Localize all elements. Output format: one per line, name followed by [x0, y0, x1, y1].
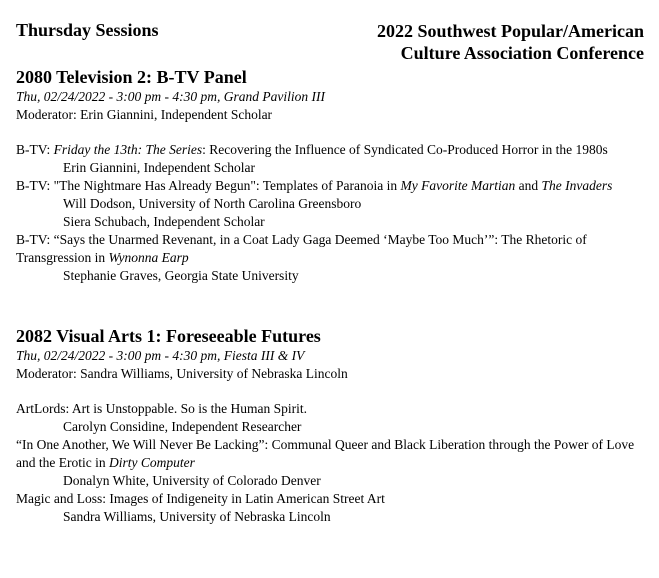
session-block	[16, 66, 644, 285]
paper-author: Sandra Williams, University of Nebraska Lincoln	[63, 509, 331, 524]
paper-title-part: ArtLords: Art is Unstoppable. So is the Human Spirit.	[16, 401, 307, 416]
paper-author: Carolyn Considine, Independent Researcher	[63, 419, 302, 434]
paper-title-part: B-TV:	[16, 142, 54, 157]
paper-title-part: and	[515, 178, 542, 193]
paper-title-part: The Invaders	[541, 178, 613, 193]
paper-title-part: My Favorite Martian	[400, 178, 516, 193]
paper-title	[16, 231, 644, 267]
paper-author: Will Dodson, University of North Carolina Greensboro	[63, 196, 362, 211]
paper-title-part: Magic and Loss: Images of Indigeneity in Latin American Street Art	[16, 491, 385, 506]
program-page	[16, 0, 644, 526]
session-title: 2082 Visual Arts 1: Foreseeable Futures	[16, 326, 321, 346]
session-block	[16, 325, 644, 526]
day-heading: Thursday Sessions	[16, 20, 159, 40]
conference-title-line1: 2022 Southwest Popular/American	[377, 21, 644, 41]
paper-author: Siera Schubach, Independent Scholar	[63, 214, 265, 229]
paper-title-part: B-TV: "The Nightmare Has Already Begun": Templates of Paranoia in	[16, 178, 401, 193]
paper-title	[16, 490, 644, 508]
paper-title	[16, 141, 644, 159]
paper-title	[16, 436, 644, 472]
session-time-location: Thu, 02/24/2022 - 3:00 pm - 4:30 pm, Fiesta III & IV	[16, 348, 305, 363]
paper-title-part: : Recovering the Influence of Syndicated Co-Produced Horror in the 1980s	[202, 142, 608, 157]
paper-title-part: Dirty Computer	[108, 455, 195, 470]
session-time-location: Thu, 02/24/2022 - 3:00 pm - 4:30 pm, Grand Pavilion III	[16, 89, 325, 104]
paper-title	[16, 177, 644, 195]
paper-author: Erin Giannini, Independent Scholar	[63, 160, 255, 175]
conference-title	[377, 20, 644, 64]
paper-title-part: B-TV: “Says the Unarmed Revenant, in a Coat Lady Gaga Deemed ‘Maybe Too Much’”: The Rhetoric of Transgression in	[16, 232, 587, 265]
session-moderator: Moderator: Sandra Williams, University of Nebraska Lincoln	[16, 366, 348, 381]
paper-author: Donalyn White, University of Colorado Denver	[63, 473, 321, 488]
paper-title-part: Friday the 13th: The Series	[53, 142, 203, 157]
paper-title-part: Wynonna Earp	[108, 250, 189, 265]
paper-title	[16, 400, 644, 418]
session-title: 2080 Television 2: B-TV Panel	[16, 67, 247, 87]
conference-title-line2: Culture Association Conference	[400, 43, 644, 63]
paper-title-part: “In One Another, We Will Never Be Lacking”: Communal Queer and Black Liberation through the Power of Love and the Erotic in	[16, 437, 635, 470]
page-header	[16, 0, 644, 66]
paper-author: Stephanie Graves, Georgia State University	[63, 268, 299, 283]
session-moderator: Moderator: Erin Giannini, Independent Scholar	[16, 107, 273, 122]
